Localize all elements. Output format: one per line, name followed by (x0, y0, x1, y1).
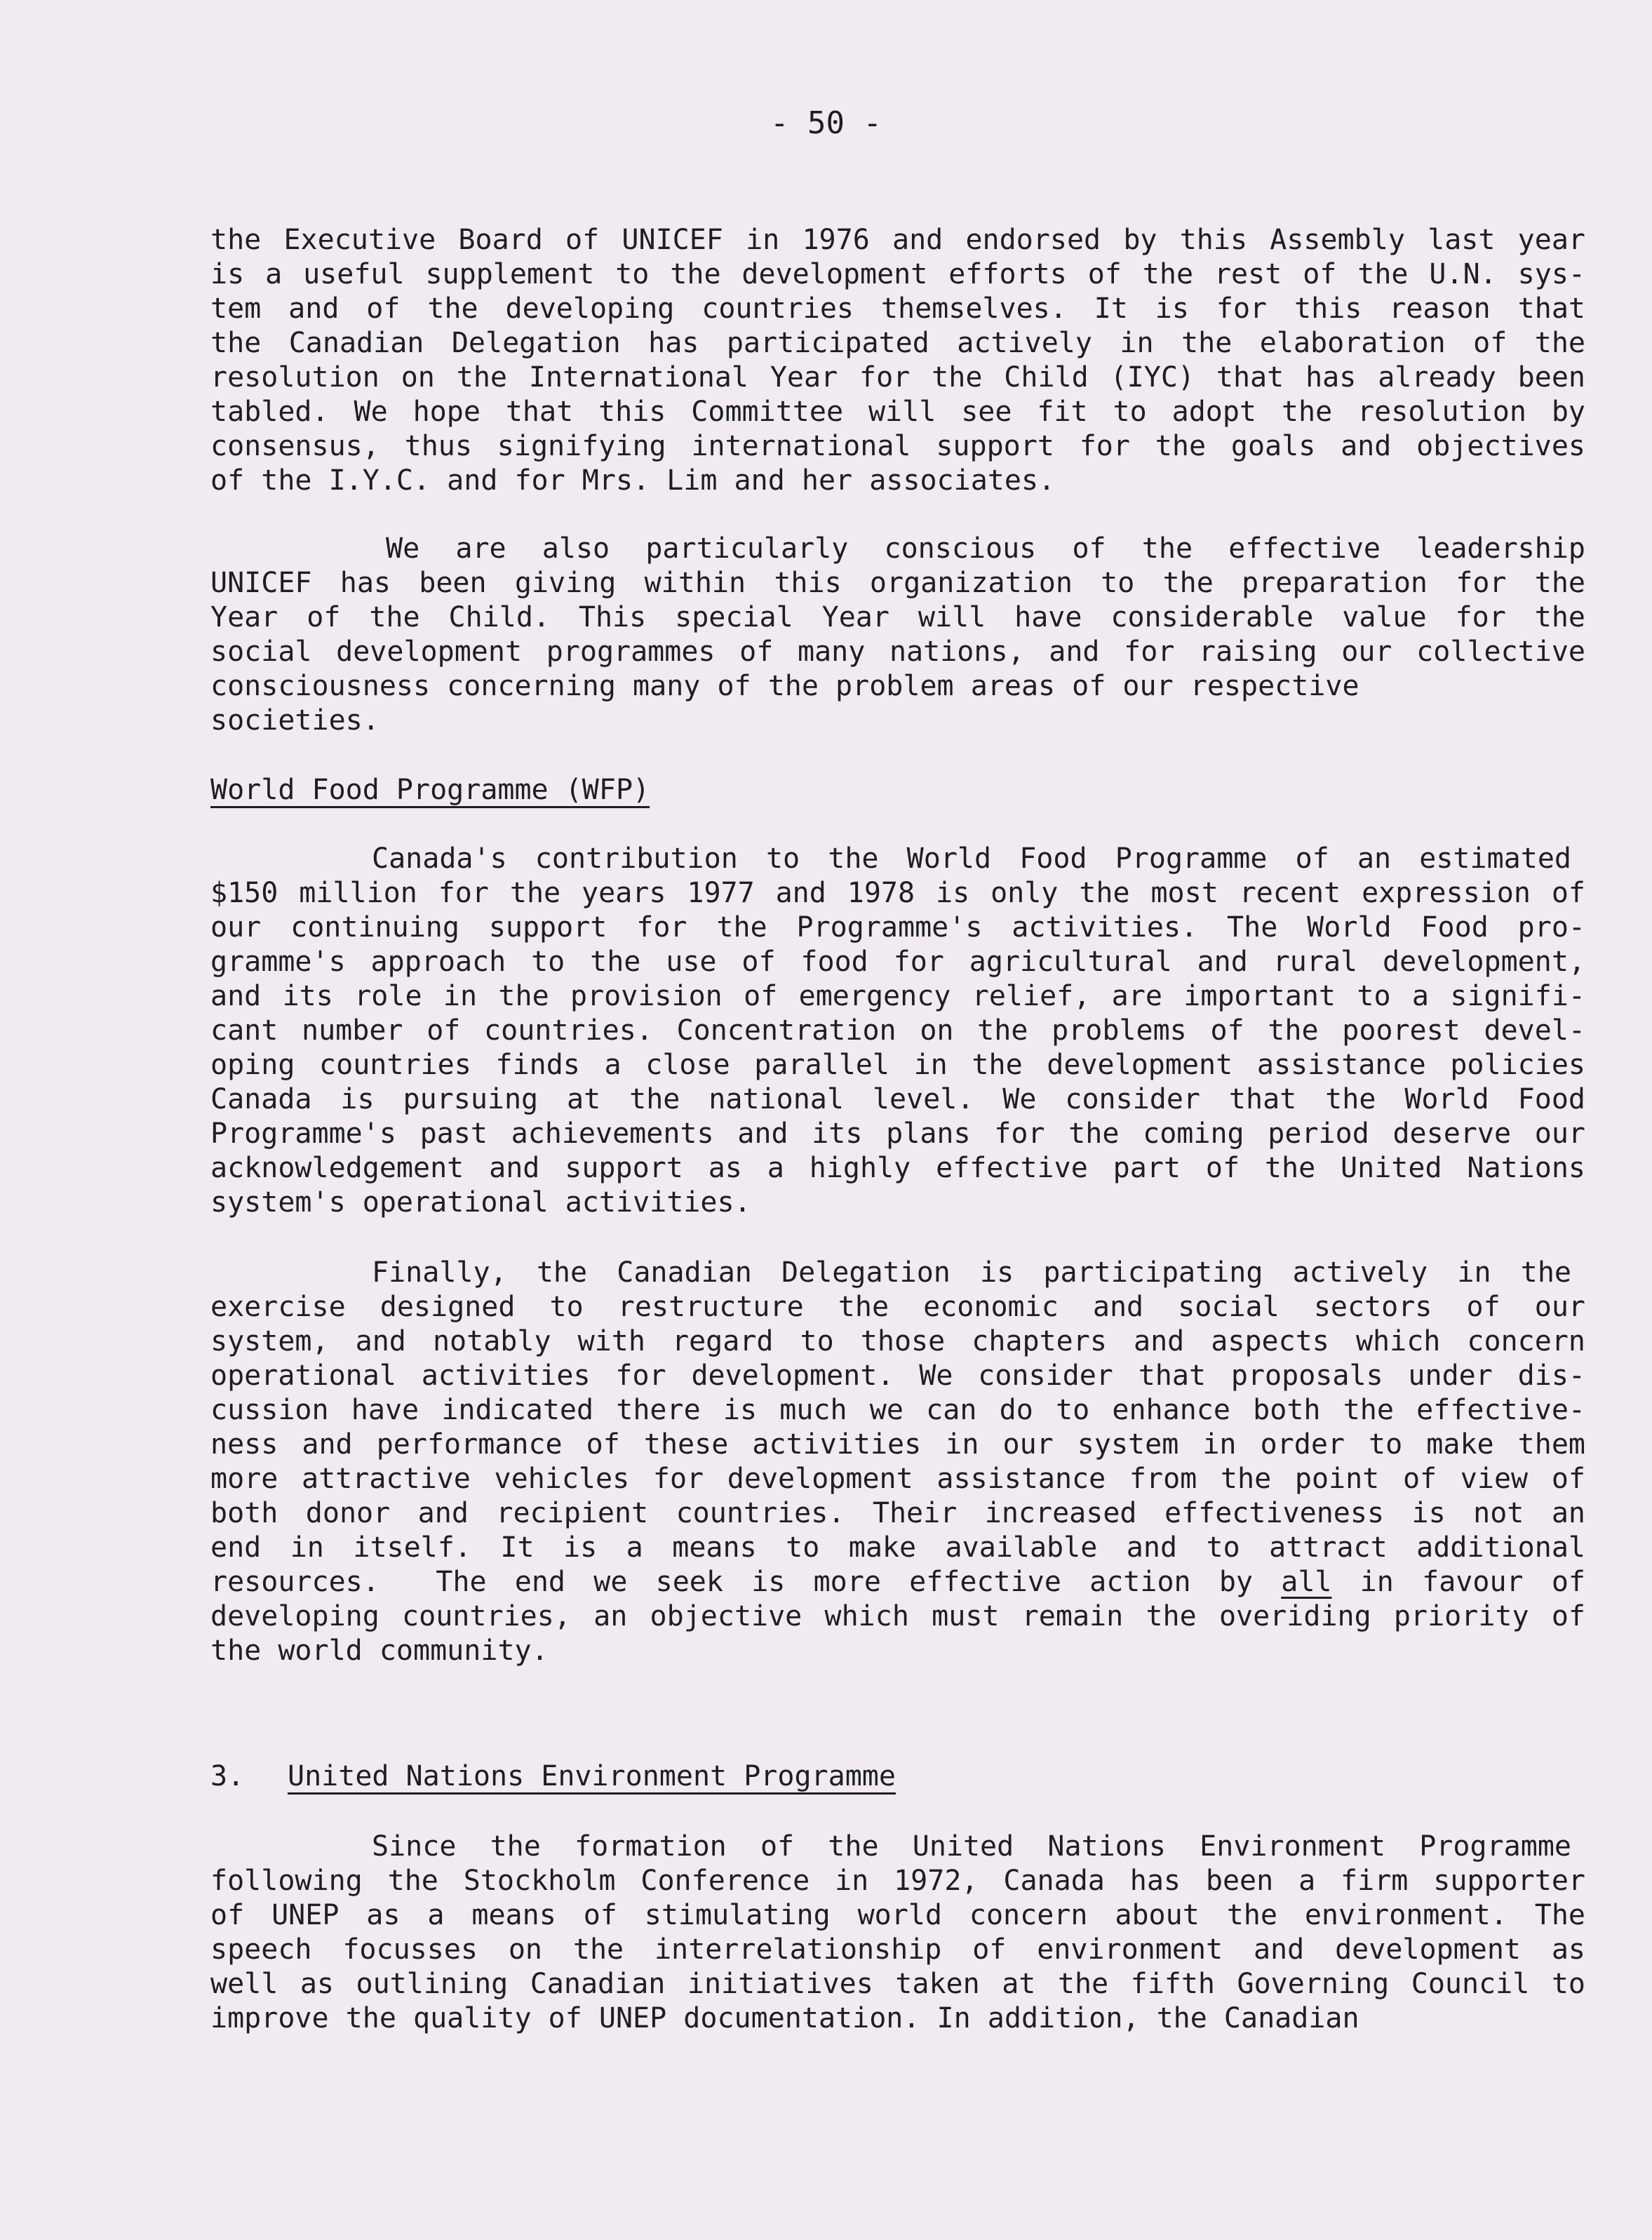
text-line: our continuing support for the Programme's activities. The World Food pro- (210, 911, 1585, 944)
text-line: developing countries, an objective which must remain the overiding priority of (210, 1600, 1585, 1632)
text-line: gramme's approach to the use of food for agricultural and rural development, (210, 946, 1585, 978)
text-line: social development programmes of many nations, and for raising our collective (210, 636, 1585, 668)
text-line: consciousness concerning many of the problem areas of our respective (210, 670, 1359, 702)
text-line: UNICEF has been giving within this organization to the preparation for the (210, 567, 1585, 599)
text-line: Year of the Child. This special Year will have considerable value for the (210, 601, 1585, 633)
text-line: Canada's contribution to the World Food Programme of an estimated (372, 843, 1571, 875)
text-line: Programme's past achievements and its plans for the coming period deserve our (210, 1118, 1585, 1150)
text-line: acknowledgement and support as a highly effective part of the United Nations (210, 1152, 1585, 1184)
text-line: end in itself. It is a means to make available and to attract additional (210, 1531, 1585, 1564)
text-line: the Executive Board of UNICEF in 1976 and endorsed by this Assembly last year (210, 224, 1585, 256)
text-line: the Canadian Delegation has participated actively in the elaboration of the (210, 327, 1585, 359)
text-line: ness and performance of these activities in our system in order to make them (210, 1428, 1585, 1461)
section-heading-unep (210, 1759, 896, 1793)
text-line: both donor and recipient countries. Their increased effectiveness is not an (210, 1497, 1585, 1529)
section-heading-wfp: World Food Programme (WFP) (210, 774, 650, 806)
text-line: tem and of the developing countries themselves. It is for this reason that (210, 293, 1585, 325)
text-line: speech focusses on the interrelationship of environment and development as (210, 1933, 1585, 1966)
text-line: system, and notably with regard to those chapters and aspects which concern (210, 1325, 1585, 1357)
text-line: consensus, thus signifying international support for the goals and objectives (210, 430, 1585, 462)
text-line: Canada is pursuing at the national level. We consider that the World Food (210, 1083, 1585, 1115)
text-line: resolution on the International Year for the Child (IYC) that has already been (210, 361, 1585, 394)
text-line: $150 million for the years 1977 and 1978 is only the most recent expression of (210, 877, 1585, 909)
section-number: 3. (210, 1760, 245, 1792)
text-line: operational activities for development. We consider that proposals under dis- (210, 1360, 1585, 1392)
text-line: societies. (210, 704, 380, 737)
emphasized-word: all (1281, 1566, 1332, 1598)
text-line: and its role in the provision of emergency relief, are important to a signifi- (210, 980, 1585, 1012)
text-line: of the I.Y.C. and for Mrs. Lim and her associates. (210, 464, 1056, 497)
text-line: Since the formation of the United Nations Environment Programme (372, 1830, 1571, 1863)
text-line: cant number of countries. Concentration on the problems of the poorest devel- (210, 1014, 1585, 1047)
text-line: of UNEP as a means of stimulating world concern about the environment. The (210, 1899, 1585, 1931)
text-line: exercise designed to restructure the economic and social sectors of our (210, 1291, 1585, 1323)
text-line: Finally, the Canadian Delegation is participating actively in the (372, 1256, 1571, 1289)
text-line: the world community. (210, 1635, 549, 1667)
text-line: more attractive vehicles for development assistance from the point of view of (210, 1463, 1585, 1495)
text-line: improve the quality of UNEP documentation. In addition, the Canadian (210, 2002, 1359, 2034)
text-line: is a useful supplement to the development efforts of the rest of the U.N. sys- (210, 258, 1585, 290)
text-line: system's operational activities. (210, 1186, 751, 1219)
text-line: oping countries finds a close parallel in the development assistance policies (210, 1049, 1585, 1081)
text-line: tabled. We hope that this Committee will see fit to adopt the resolution by (210, 396, 1585, 428)
section-title: United Nations Environment Programme (288, 1760, 896, 1792)
text-segment: resources. The end we seek is more effective action by (210, 1566, 1282, 1598)
text-line: well as outlining Canadian initiatives taken at the fifth Governing Council to (210, 1968, 1585, 2000)
text-line: cussion have indicated there is much we can do to enhance both the effective- (210, 1394, 1585, 1426)
text-line: We are also particularly conscious of the effective leadership (386, 532, 1585, 565)
text-segment: in favour of (1331, 1566, 1585, 1598)
text-line: following the Stockholm Conference in 1972, Canada has been a firm supporter (210, 1865, 1585, 1897)
page-number: - 50 - (770, 105, 882, 141)
text-line-with-emphasis (210, 1565, 1585, 1599)
